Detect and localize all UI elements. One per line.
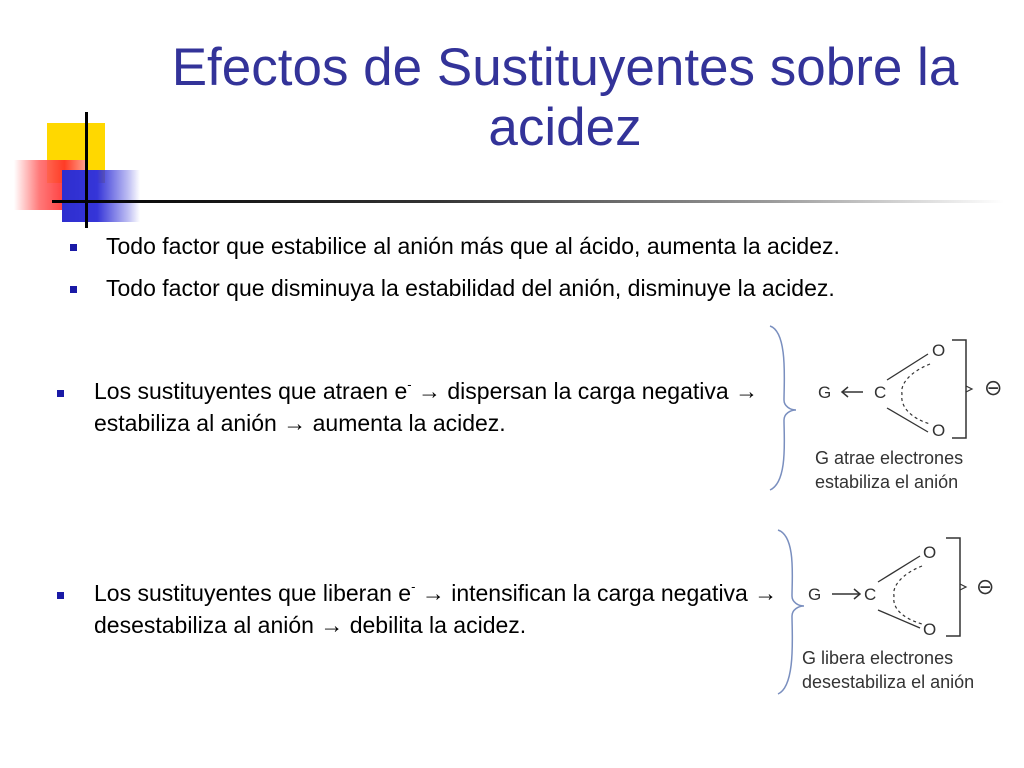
diagram-electron-donating <box>760 526 1020 698</box>
atom-c: C <box>874 383 887 402</box>
brace-icon <box>778 530 804 694</box>
bullet-text <box>94 375 777 439</box>
arrow: → <box>276 410 313 436</box>
bullet-item <box>57 375 777 439</box>
bullet-item <box>57 577 797 641</box>
delocalization-dashed-icon <box>902 364 930 424</box>
atom-o-top: O <box>932 341 946 360</box>
bullet-text: Todo factor que disminuya la estabilidad del anión, disminuye la acidez. <box>106 275 835 301</box>
atom-o-bottom: O <box>923 620 937 639</box>
arrow: → <box>747 580 778 606</box>
text-segment: Los sustituyentes que atraen e <box>94 378 408 404</box>
text-segment: estabiliza al anión <box>94 410 277 436</box>
superscript: - <box>411 579 416 594</box>
atom-o-bottom: O <box>932 421 946 440</box>
superscript: - <box>407 377 412 392</box>
caption-line: G atrae electrones <box>815 448 964 468</box>
bracket-tip-icon <box>960 584 966 590</box>
brace-icon <box>770 326 796 490</box>
slide-title: Efectos de Sustituyentes sobre la acidez <box>171 38 959 157</box>
diagram-electron-withdrawing <box>760 322 1020 494</box>
bullet-square-icon <box>70 286 77 293</box>
arrow: → <box>411 378 448 404</box>
text-segment: desestabiliza al anión <box>94 612 314 638</box>
text-segment: dispersan la carga negativa <box>447 378 729 404</box>
delocalization-dashed-icon <box>894 566 922 624</box>
caption-line: estabiliza el anión <box>815 472 959 492</box>
bracket-icon <box>952 340 966 438</box>
bullet-square-icon <box>70 244 77 251</box>
atom-g: G <box>818 383 832 402</box>
bracket-icon <box>946 538 960 636</box>
atom-c: C <box>864 585 877 604</box>
arrow: → <box>415 580 452 606</box>
bullet-square-icon <box>57 592 64 599</box>
caption <box>815 446 963 494</box>
decor-blue-square <box>62 170 140 222</box>
bullet-text: Todo factor que estabilice al anión más que al ácido, aumenta la acidez. <box>106 233 840 259</box>
negative-charge-icon: ⊖ <box>976 574 995 599</box>
text-segment: aumenta la acidez. <box>312 410 506 436</box>
text-segment: Los sustituyentes que liberan e <box>94 580 412 606</box>
bullet-item <box>70 230 1020 262</box>
title-underline <box>52 200 1004 203</box>
negative-charge-icon: ⊖ <box>984 375 1003 400</box>
arrow: → <box>728 378 759 404</box>
bullet-square-icon <box>57 390 64 397</box>
caption-line: G libera electrones <box>802 648 954 668</box>
bullet-item <box>70 272 1020 304</box>
caption <box>802 646 974 694</box>
caption-line: desestabiliza el anión <box>802 672 975 692</box>
decor-vertical-line <box>85 112 88 228</box>
bond-c-o-top <box>887 354 928 380</box>
atom-g: G <box>808 585 822 604</box>
atom-o-top: O <box>923 543 937 562</box>
bond-c-o-bottom <box>878 610 920 628</box>
bracket-tip-icon <box>966 386 972 392</box>
text-segment: intensifican la carga negativa <box>451 580 748 606</box>
text-segment: debilita la acidez. <box>349 612 527 638</box>
bond-c-o-top <box>878 556 920 582</box>
arrow: → <box>313 612 350 638</box>
bullet-text <box>94 577 797 641</box>
